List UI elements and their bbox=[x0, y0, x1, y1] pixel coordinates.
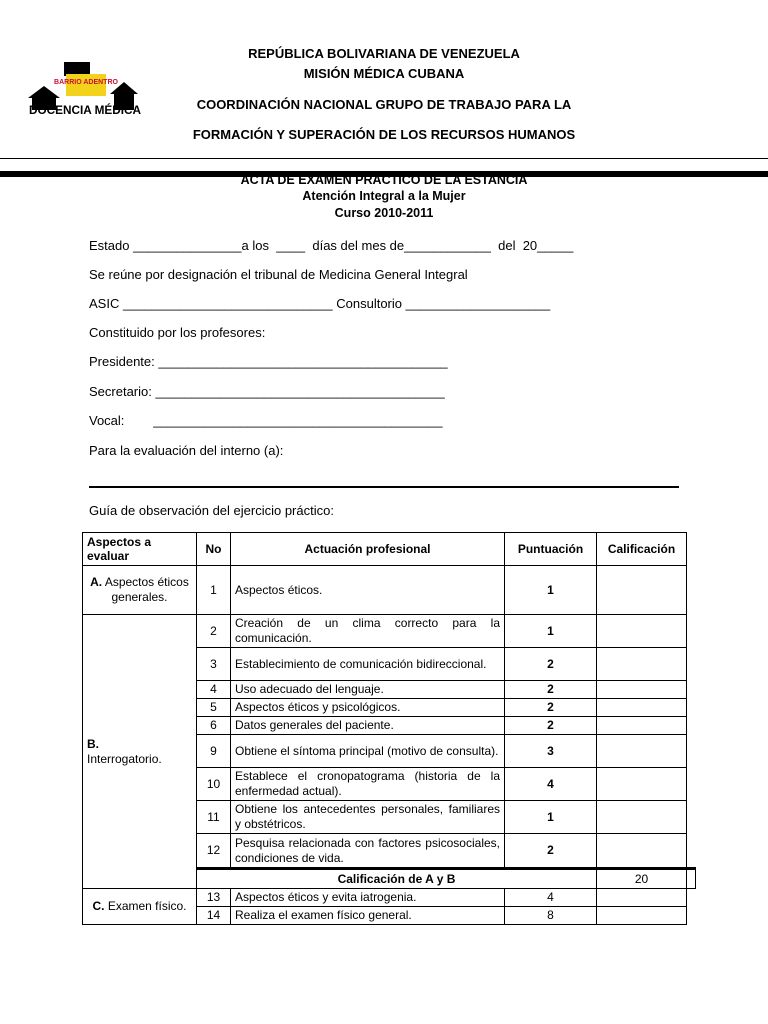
row-grade-cell[interactable] bbox=[597, 648, 687, 681]
row-score: 2 bbox=[505, 699, 597, 717]
asic-field[interactable]: ASIC _____________________________ Consultorio ____________________ bbox=[89, 296, 551, 311]
vocal-field[interactable]: Vocal: ________________________________________ bbox=[89, 413, 443, 428]
row-score: 4 bbox=[505, 889, 597, 907]
subject-title: Atención Integral a la Mujer bbox=[302, 189, 466, 203]
group-a-label: Aspectos éticos generales. bbox=[104, 575, 189, 604]
header-no: No bbox=[197, 533, 231, 566]
row-text: Realiza el examen físico general. bbox=[231, 907, 505, 925]
row-no: 9 bbox=[197, 735, 231, 768]
header-aspectos: Aspectos a evaluar bbox=[83, 533, 197, 566]
header-line-2: MISIÓN MÉDICA CUBANA bbox=[303, 66, 465, 81]
row-no: 2 bbox=[197, 615, 231, 648]
secretario-field[interactable]: Secretario: ________________________________________ bbox=[89, 384, 445, 399]
intern-name-line[interactable] bbox=[89, 486, 679, 488]
row-grade-cell[interactable] bbox=[597, 699, 687, 717]
row-text: Creación de un clima correcto para la comunicación. bbox=[231, 615, 505, 648]
row-score: 4 bbox=[505, 768, 597, 801]
course-title: Curso 2010-2011 bbox=[334, 206, 434, 220]
group-b-label: Interrogatorio. bbox=[87, 751, 162, 766]
row-no: 5 bbox=[197, 699, 231, 717]
row-grade-cell[interactable] bbox=[597, 907, 687, 925]
group-b-letter: B. bbox=[87, 736, 99, 751]
group-c-letter: C. bbox=[92, 899, 105, 913]
header-calificacion: Calificación bbox=[597, 533, 687, 566]
row-grade-cell[interactable] bbox=[597, 681, 687, 699]
row-no: 1 bbox=[197, 566, 231, 615]
tribunal-text: Se reúne por designación el tribunal de Medicina General Integral bbox=[89, 267, 468, 282]
constituido-text: Constituido por los profesores: bbox=[89, 325, 266, 340]
header-line-1: REPÚBLICA BOLIVARIANA DE VENEZUELA bbox=[248, 46, 520, 61]
row-no: 3 bbox=[197, 648, 231, 681]
subtotal-grade-cell[interactable] bbox=[687, 869, 696, 889]
row-text: Establecimiento de comunicación bidireccional. bbox=[231, 648, 505, 681]
row-no: 14 bbox=[197, 907, 231, 925]
row-no: 6 bbox=[197, 717, 231, 735]
group-c-label: Examen físico. bbox=[107, 899, 187, 913]
row-grade-cell[interactable] bbox=[597, 735, 687, 768]
header-actuacion: Actuación profesional bbox=[231, 533, 505, 566]
table-row bbox=[83, 566, 696, 615]
header-thin-rule bbox=[0, 158, 768, 159]
table-row bbox=[83, 889, 696, 907]
row-text: Aspectos éticos y psicológicos. bbox=[231, 699, 505, 717]
presidente-field[interactable]: Presidente: ________________________________________ bbox=[89, 354, 448, 369]
logo-top-text: BARRIO ADENTRO bbox=[54, 79, 118, 86]
group-c-cell bbox=[83, 889, 197, 925]
row-text: Aspectos éticos y evita iatrogenia. bbox=[231, 889, 505, 907]
row-grade-cell[interactable] bbox=[597, 717, 687, 735]
row-grade-cell[interactable] bbox=[597, 834, 687, 869]
subtotal-label: Calificación de A y B bbox=[197, 869, 597, 889]
row-grade-cell[interactable] bbox=[597, 889, 687, 907]
row-score: 2 bbox=[505, 648, 597, 681]
logo-bottom-text: DOCENCIA MÉDICA bbox=[29, 103, 144, 117]
row-score: 2 bbox=[505, 681, 597, 699]
header-line-3: COORDINACIÓN NACIONAL GRUPO DE TRABAJO PARA LA bbox=[196, 97, 572, 112]
row-text: Uso adecuado del lenguaje. bbox=[231, 681, 505, 699]
evaluacion-text: Para la evaluación del interno (a): bbox=[89, 443, 284, 458]
row-text: Obtiene los antecedentes personales, familiares y obstétricos. bbox=[231, 801, 505, 834]
row-grade-cell[interactable] bbox=[597, 566, 687, 615]
row-no: 12 bbox=[197, 834, 231, 869]
acta-title: ACTA DE EXAMEN PRÁCTICO DE LA ESTANCIA bbox=[240, 173, 528, 187]
header-line-4: FORMACIÓN Y SUPERACIÓN DE LOS RECURSOS HUMANOS bbox=[192, 127, 576, 142]
header-puntuacion: Puntuación bbox=[505, 533, 597, 566]
group-a-cell bbox=[83, 566, 197, 615]
row-score: 8 bbox=[505, 907, 597, 925]
group-a-letter: A. bbox=[90, 575, 103, 589]
row-grade-cell[interactable] bbox=[597, 768, 687, 801]
row-text: Obtiene el síntoma principal (motivo de consulta). bbox=[231, 735, 505, 768]
row-no: 13 bbox=[197, 889, 231, 907]
row-score: 1 bbox=[505, 615, 597, 648]
evaluation-table bbox=[82, 532, 696, 925]
row-no: 4 bbox=[197, 681, 231, 699]
estado-field[interactable]: Estado _______________a los ____ días del mes de____________ del 20_____ bbox=[89, 238, 574, 253]
row-no: 11 bbox=[197, 801, 231, 834]
group-b-cell bbox=[83, 615, 197, 889]
row-grade-cell[interactable] bbox=[597, 801, 687, 834]
row-text: Establece el cronopatograma (historia de la enfermedad actual). bbox=[231, 768, 505, 801]
row-text: Pesquisa relacionada con factores psicosociales, condiciones de vida. bbox=[231, 834, 505, 869]
table-row bbox=[83, 615, 696, 648]
row-text: Datos generales del paciente. bbox=[231, 717, 505, 735]
guia-text: Guía de observación del ejercicio práctico: bbox=[89, 503, 334, 518]
docencia-medica-logo bbox=[26, 58, 144, 118]
row-score: 1 bbox=[505, 566, 597, 615]
row-no: 10 bbox=[197, 768, 231, 801]
row-text: Aspectos éticos. bbox=[231, 566, 505, 615]
row-score: 2 bbox=[505, 717, 597, 735]
subtotal-value: 20 bbox=[597, 869, 687, 889]
row-grade-cell[interactable] bbox=[597, 615, 687, 648]
row-score: 3 bbox=[505, 735, 597, 768]
row-score: 2 bbox=[505, 834, 597, 869]
row-score: 1 bbox=[505, 801, 597, 834]
